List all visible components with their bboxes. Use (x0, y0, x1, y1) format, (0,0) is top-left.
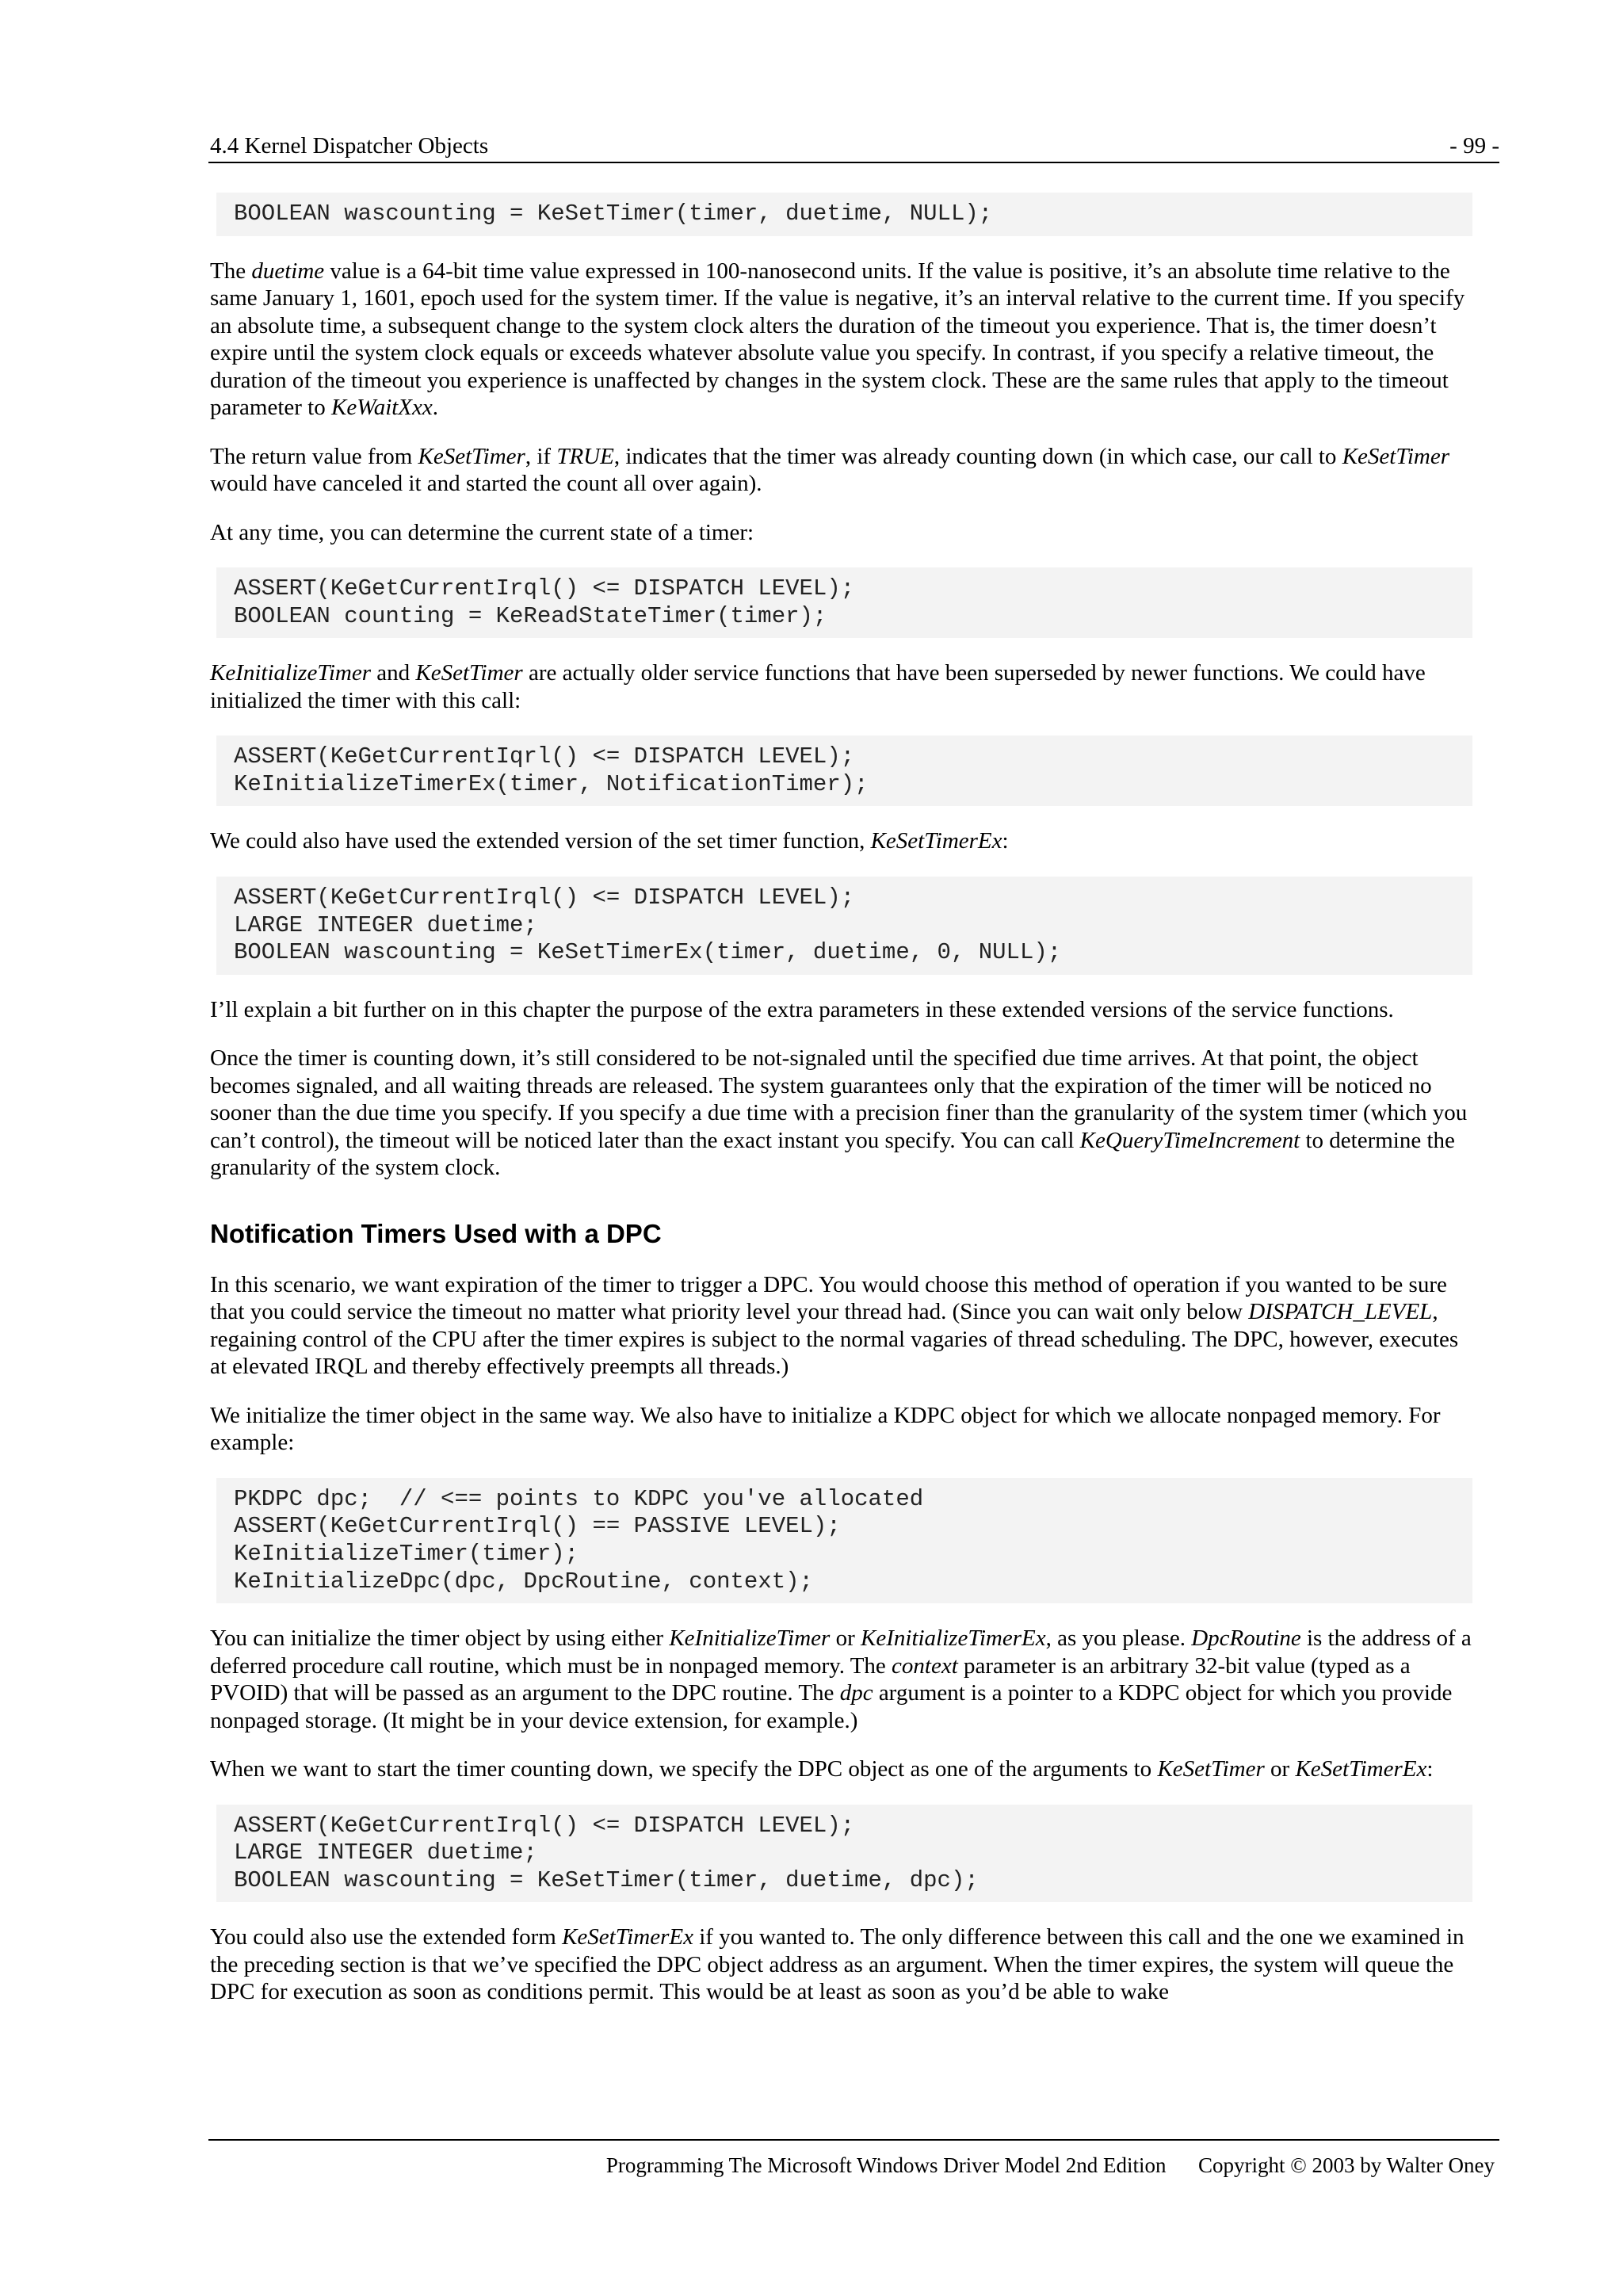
emphasized-term: KeSetTimerEx (562, 1924, 693, 1950)
emphasized-term: context (892, 1652, 958, 1679)
text-run: Once the timer is counting down, it’s still considered to be not-signaled until the specified due time arrives. At that point, the object becomes signaled, and all waiting threads are released. The system guarantees only that the expiration of the timer will be noticed no sooner than the due time you specify. If you specify a due time with a precision finer than the granularity of the system timer (which you can’t control), the timeout will be noticed later than the exact instant you specify. You can call (210, 1045, 1468, 1153)
code-line: ASSERT(KeGetCurrentIrql() <= DISPATCH LEVEL); (234, 575, 855, 602)
text-run: We could also have used the extended version of the set timer function, (210, 828, 871, 854)
text-run: if you wanted to. The only difference between this call and the one we examined in the preceding section is that we’ve specified the DPC object address as an argument. When the timer expires, the system will queue the DPC for execution as soon as conditions permit. This would be at least as soon as you’d be able to wake (210, 1924, 1465, 2005)
text-run: is the address of a deferred procedure call routine, which must be in nonpaged memory. The (210, 1626, 1472, 1679)
text-run: In this scenario, we want expiration of the timer to trigger a DPC. You would choose this method of operation if you wanted to be sure that you could service the timeout no matter what priority level your thread had. (Since you can wait only below (210, 1271, 1447, 1325)
emphasized-term: TRUE (556, 443, 614, 469)
text-run: to determine the granularity of the system clock. (210, 1127, 1455, 1181)
header-section-title: 4.4 Kernel Dispatcher Objects (210, 133, 489, 159)
emphasized-term: KeSetTimer (418, 443, 525, 469)
text-run: , regaining control of the CPU after the timer expires is subject to the normal vagaries of thread scheduling. The DPC, however, executes at elevated IRQL and thereby effectively preempts all threads.) (210, 1299, 1459, 1380)
paragraph (210, 1625, 1472, 1734)
code-line: BOOLEAN wascounting = KeSetTimer(timer, duetime, NULL); (234, 201, 993, 227)
code-line: LARGE INTEGER duetime; (234, 1839, 537, 1866)
text-run: . (432, 395, 439, 421)
emphasized-term: KeSetTimer (1342, 443, 1450, 469)
text-run: When we want to start the timer counting down, we specify the DPC object as one of the arguments to (210, 1756, 1158, 1782)
page-body (210, 193, 1472, 2027)
paragraph (210, 519, 1472, 547)
paragraph (210, 1924, 1472, 2006)
text-run: or (830, 1626, 861, 1652)
footer-book-title: Programming The Microsoft Windows Driver Model 2nd Edition (605, 2153, 1167, 2177)
footer-text (606, 2153, 1495, 2178)
text-run: parameter is an arbitrary 32-bit value (typed as a PVOID) that will be passed as an argument to the DPC routine. The (210, 1652, 1411, 1706)
code-line: ASSERT(KeGetCurrentIrql() <= DISPATCH LEVEL); (234, 884, 855, 911)
emphasized-term: KeSetTimer (415, 660, 523, 686)
emphasized-term: KeInitializeTimer (210, 660, 371, 686)
text-run: You can initialize the timer object by using either (210, 1626, 670, 1652)
text-run: , if (525, 443, 557, 469)
text-run: The (210, 258, 252, 284)
text-run: You could also use the extended form (210, 1924, 563, 1950)
emphasized-term: KeSetTimerEx (1295, 1756, 1427, 1782)
emphasized-term: KeInitializeTimerEx (861, 1626, 1046, 1652)
paragraph (210, 1271, 1472, 1381)
paragraph (210, 1402, 1472, 1457)
text-run: We initialize the timer object in the same way. We also have to initialize a KDPC object for which we allocate nonpaged memory. For example: (210, 1402, 1441, 1456)
running-header (208, 130, 1499, 163)
code-block (216, 735, 1472, 806)
emphasized-term: DISPATCH_LEVEL (1248, 1299, 1433, 1325)
paragraph (210, 1755, 1472, 1783)
emphasized-term: dpc (839, 1680, 873, 1706)
code-block (216, 877, 1472, 975)
code-line: KeInitializeDpc(dpc, DpcRoutine, context); (234, 1568, 813, 1595)
paragraph (210, 258, 1472, 422)
section-heading: Notification Timers Used with a DPC (210, 1218, 662, 1248)
code-line: ASSERT(KeGetCurrentIrql() <= DISPATCH LEVEL); (234, 1812, 855, 1839)
code-line: PKDPC dpc; // <== points to KDPC you've allocated (234, 1485, 924, 1512)
paragraph (210, 1045, 1472, 1182)
emphasized-term: KeSetTimerEx (870, 828, 1002, 854)
text-run: , as you please. (1045, 1626, 1192, 1652)
code-block (216, 567, 1472, 638)
paragraph (210, 659, 1472, 714)
text-run: The return value from (210, 443, 418, 469)
text-run: are actually older service functions that have been superseded by newer functions. We could have initialized the timer with this call: (210, 660, 1426, 713)
code-block (216, 193, 1472, 236)
header-page-number: - 99 - (1449, 133, 1499, 159)
text-run: : (1002, 828, 1009, 854)
code-block (216, 1478, 1472, 1603)
text-run: and (371, 660, 416, 686)
paragraph (210, 827, 1472, 855)
emphasized-term: KeInitializeTimer (669, 1626, 831, 1652)
code-line: ASSERT(KeGetCurrentIrql() == PASSIVE LEVEL); (234, 1513, 841, 1540)
text-run: argument is a pointer to a KDPC object for which you provide nonpaged storage. (It might be in your device extension, for example.) (210, 1680, 1453, 1733)
text-run: or (1264, 1756, 1296, 1782)
emphasized-term: KeWaitXxx (330, 395, 433, 421)
code-line: BOOLEAN counting = KeReadStateTimer(timer); (234, 602, 827, 629)
emphasized-term: KeQueryTimeIncrement (1079, 1127, 1300, 1153)
code-line: ASSERT(KeGetCurrentIqrl() <= DISPATCH LEVEL); (234, 743, 855, 770)
text-run: : (1426, 1756, 1434, 1782)
code-line: KeInitializeTimerEx(timer, NotificationTimer); (234, 770, 869, 797)
text-run: value is a 64-bit time value expressed in 100-nanosecond units. If the value is positive, it’s an absolute time relative to the same January 1, 1601, epoch used for the system timer. If the value is negative, it’s an interval relative to the current time. If you specify an absolute time, a subsequent change to the system clock alters the duration of the timeout you experience. That is, the timer doesn’t expire until the system clock equals or exceeds whatever absolute value you specify. In contrast, if you specify a relative timeout, the duration of the timeout you experience is unaffected by changes in the system clock. These are the same rules that apply to the timeout parameter to (210, 258, 1465, 421)
text-run: I’ll explain a bit further on in this chapter the purpose of the extra parameters in these extended versions of the service functions. (210, 996, 1394, 1022)
code-line: LARGE INTEGER duetime; (234, 911, 537, 938)
code-line: BOOLEAN wascounting = KeSetTimer(timer, duetime, dpc); (234, 1866, 979, 1893)
paragraph (210, 443, 1472, 498)
code-line: KeInitializeTimer(timer); (234, 1540, 579, 1567)
text-run: At any time, you can determine the current state of a timer: (210, 519, 754, 545)
text-run: would have canceled it and started the count all over again). (210, 471, 762, 497)
emphasized-term: duetime (251, 258, 325, 284)
text-run: , indicates that the timer was already counting down (in which case, our call to (613, 443, 1342, 469)
emphasized-term: KeSetTimer (1157, 1756, 1265, 1782)
running-footer (208, 2139, 1499, 2177)
footer-copyright: Copyright © 2003 by Walter Oney (1197, 2153, 1495, 2177)
code-block (216, 1805, 1472, 1903)
paragraph (210, 996, 1472, 1024)
emphasized-term: DpcRoutine (1191, 1626, 1301, 1652)
code-line: BOOLEAN wascounting = KeSetTimerEx(timer, duetime, 0, NULL); (234, 939, 1062, 966)
